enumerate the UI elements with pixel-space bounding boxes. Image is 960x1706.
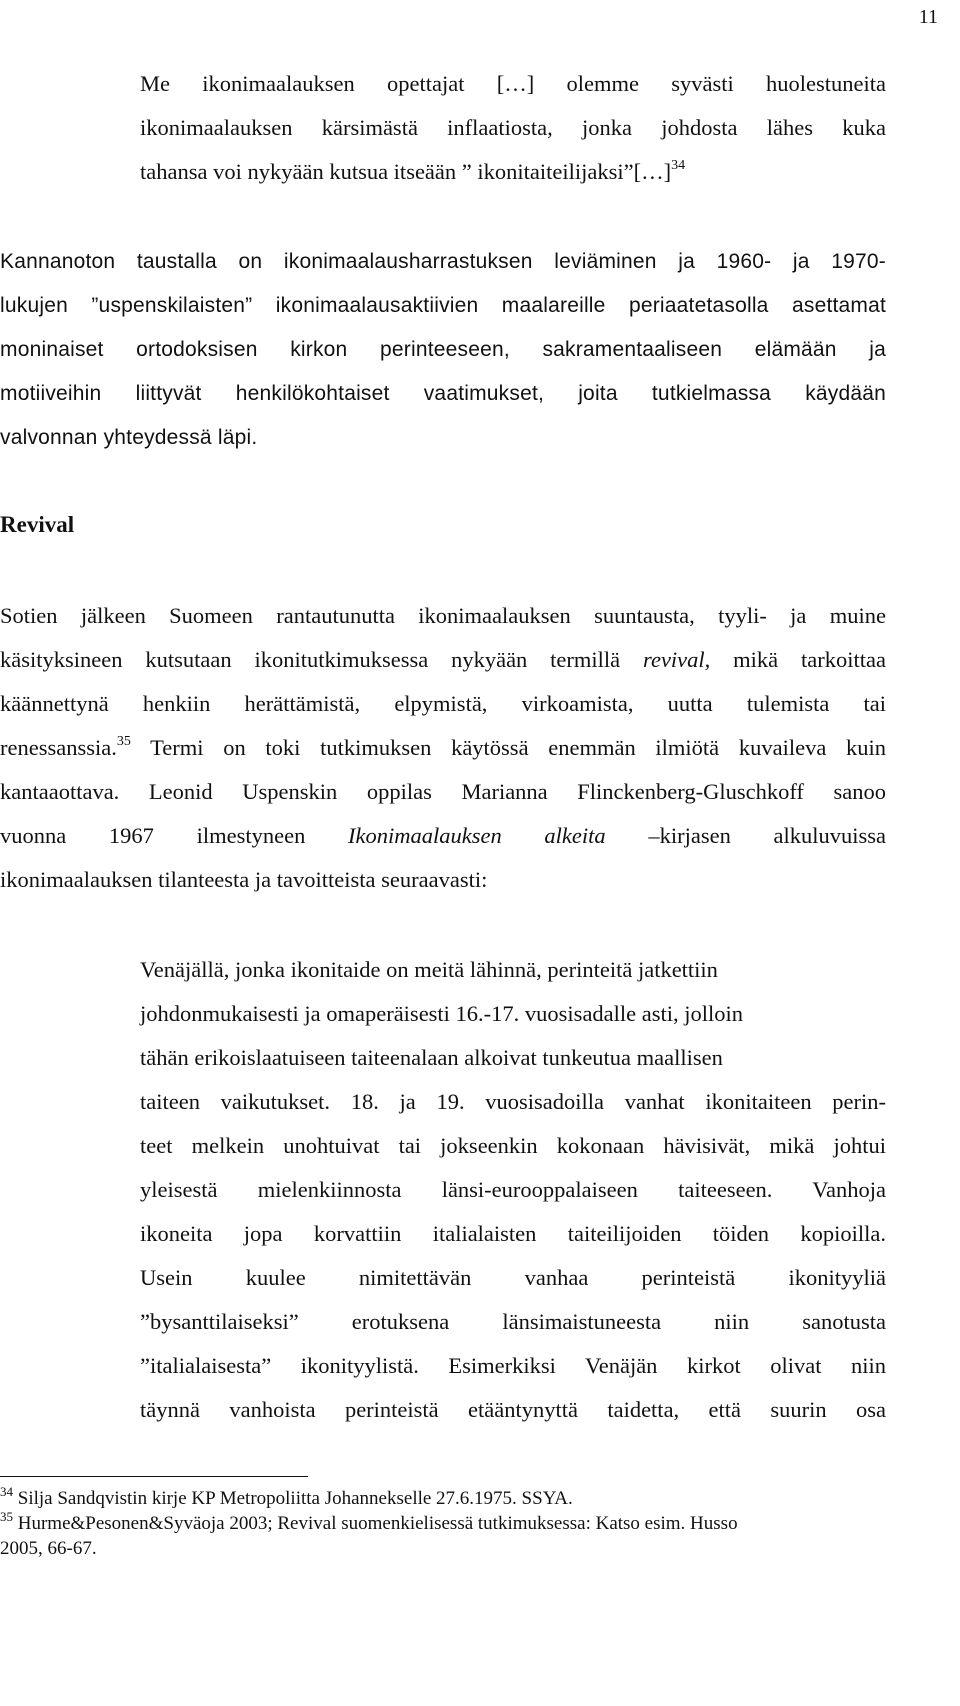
footnote-separator: [0, 1476, 308, 1477]
section-heading: Revival: [0, 512, 75, 537]
block-quote-line: tähän erikoislaatuiseen taiteenalaan alkoivat tunkeutua maallisen: [140, 1045, 723, 1070]
page-number: 11: [918, 6, 938, 28]
footnote-35: $^{35}$ Hurme&Pesonen&Syväoja 2003; Revival suomenkielisessä tutkimuksessa: Katso esim. Husso 2005, 66-67.: [0, 1509, 738, 1559]
block-quote-line: johdonmukaisesti ja omaperäisesti 16.-17. vuosisadalle asti, jolloin: [140, 1001, 744, 1026]
quote-line: tahansa voi nykyään kutsua itseään ” ikonitaiteilijaksi”[…]$^{34}$: [140, 158, 686, 184]
block-quote-line: taiteen vaikutukset. 18. ja 19. vuosisadoilla vanhat ikonitaiteen perin-: [140, 1089, 886, 1114]
italic-title: Ikonimaalauksen alkeita: [348, 823, 606, 848]
top-quote: [140, 62, 886, 194]
paragraph-line: motiiveihin liittyvät henkilökohtaiset vaatimukset, joita tutkielmassa käydään: [0, 382, 886, 405]
block-quote-line: teet melkein unohtuivat tai jokseenkin kokonaan hävisivät, mikä johtui: [140, 1133, 886, 1158]
block-quote-line: ”bysanttilaiseksi” erotuksena länsimaistuneesta niin sanotusta: [140, 1309, 886, 1334]
block-quote-line: yleisestä mielenkiinnosta länsi-eurooppalaiseen taiteeseen. Vanhoja: [140, 1177, 886, 1202]
paragraph-2: [0, 594, 886, 902]
block-quote-line: ikoneita jopa korvattiin italialaisten taiteilijoiden töiden kopioilla.: [140, 1221, 886, 1246]
paragraph-line: ikonimaalauksen tilanteesta ja tavoitteista seuraavasti:: [0, 867, 488, 892]
quote-line: Me ikonimaalauksen opettajat […] olemme syvästi huolestuneita: [140, 71, 886, 96]
block-quote-line: täynnä vanhoista perinteistä etääntynyttä taidetta, että suurin osa: [140, 1397, 886, 1422]
footnote-ref-34[interactable]: 34: [671, 158, 686, 173]
paragraph-line: käännettynä henkiin herättämistä, elpymistä, virkoamista, uutta tulemista tai: [0, 691, 886, 716]
paragraph-line: Kannanoton taustalla on ikonimaalausharrastuksen leviäminen ja 1960- ja 1970-: [0, 250, 886, 273]
paragraph-line: vuonna 1967 ilmestyneen Ikonimaalauksen alkeita –kirjasen alkuluvuissa: [0, 823, 886, 848]
block-quote: [140, 948, 886, 1432]
block-quote-line: Venäjällä, jonka ikonitaide on meitä lähinnä, perinteitä jatkettiin: [140, 957, 718, 982]
paragraph-line: kantaaottava. Leonid Uspenskin oppilas Marianna Flinckenberg-Gluschkoff sanoo: [0, 779, 886, 804]
footnotes: [0, 1486, 886, 1561]
paragraph-line: Sotien jälkeen Suomeen rantautunutta ikonimaalauksen suuntausta, tyyli- ja muine: [0, 603, 886, 628]
block-quote-line: ”italialaisesta” ikonityylistä. Esimerkiksi Venäjän kirkot olivat niin: [140, 1353, 886, 1378]
paragraph-line: moninaiset ortodoksisen kirkon perinteeseen, sakramentaaliseen elämään ja: [0, 338, 886, 361]
quote-line: ikonimaalauksen kärsimästä inflaatiosta, jonka johdosta lähes kuka: [140, 115, 886, 140]
footnote-ref-35[interactable]: 35: [116, 734, 131, 749]
block-quote-line: Usein kuulee nimitettävän vanhaa perinteistä ikonityyliä: [140, 1265, 886, 1290]
footnote-34: $^{34}$ Silja Sandqvistin kirje KP Metropoliitta Johannekselle 27.6.1975. SSYA.: [0, 1484, 573, 1509]
italic-term: revival: [643, 647, 705, 672]
paragraph-line: valvonnan yhteydessä läpi.: [0, 426, 258, 449]
paragraph-line: käsityksineen kutsutaan ikonitutkimuksessa nykyään termillä revival, mikä tarkoittaa: [0, 647, 886, 672]
paragraph-line: renessanssia.$^{35}$ Termi on toki tutkimuksen käytössä enemmän ilmiötä kuvaileva kuin: [0, 734, 886, 760]
paragraph-1: [0, 240, 886, 460]
paragraph-line: lukujen ”uspenskilaisten” ikonimaalausaktiivien maalareille periaatetasolla asettamat: [0, 294, 886, 317]
